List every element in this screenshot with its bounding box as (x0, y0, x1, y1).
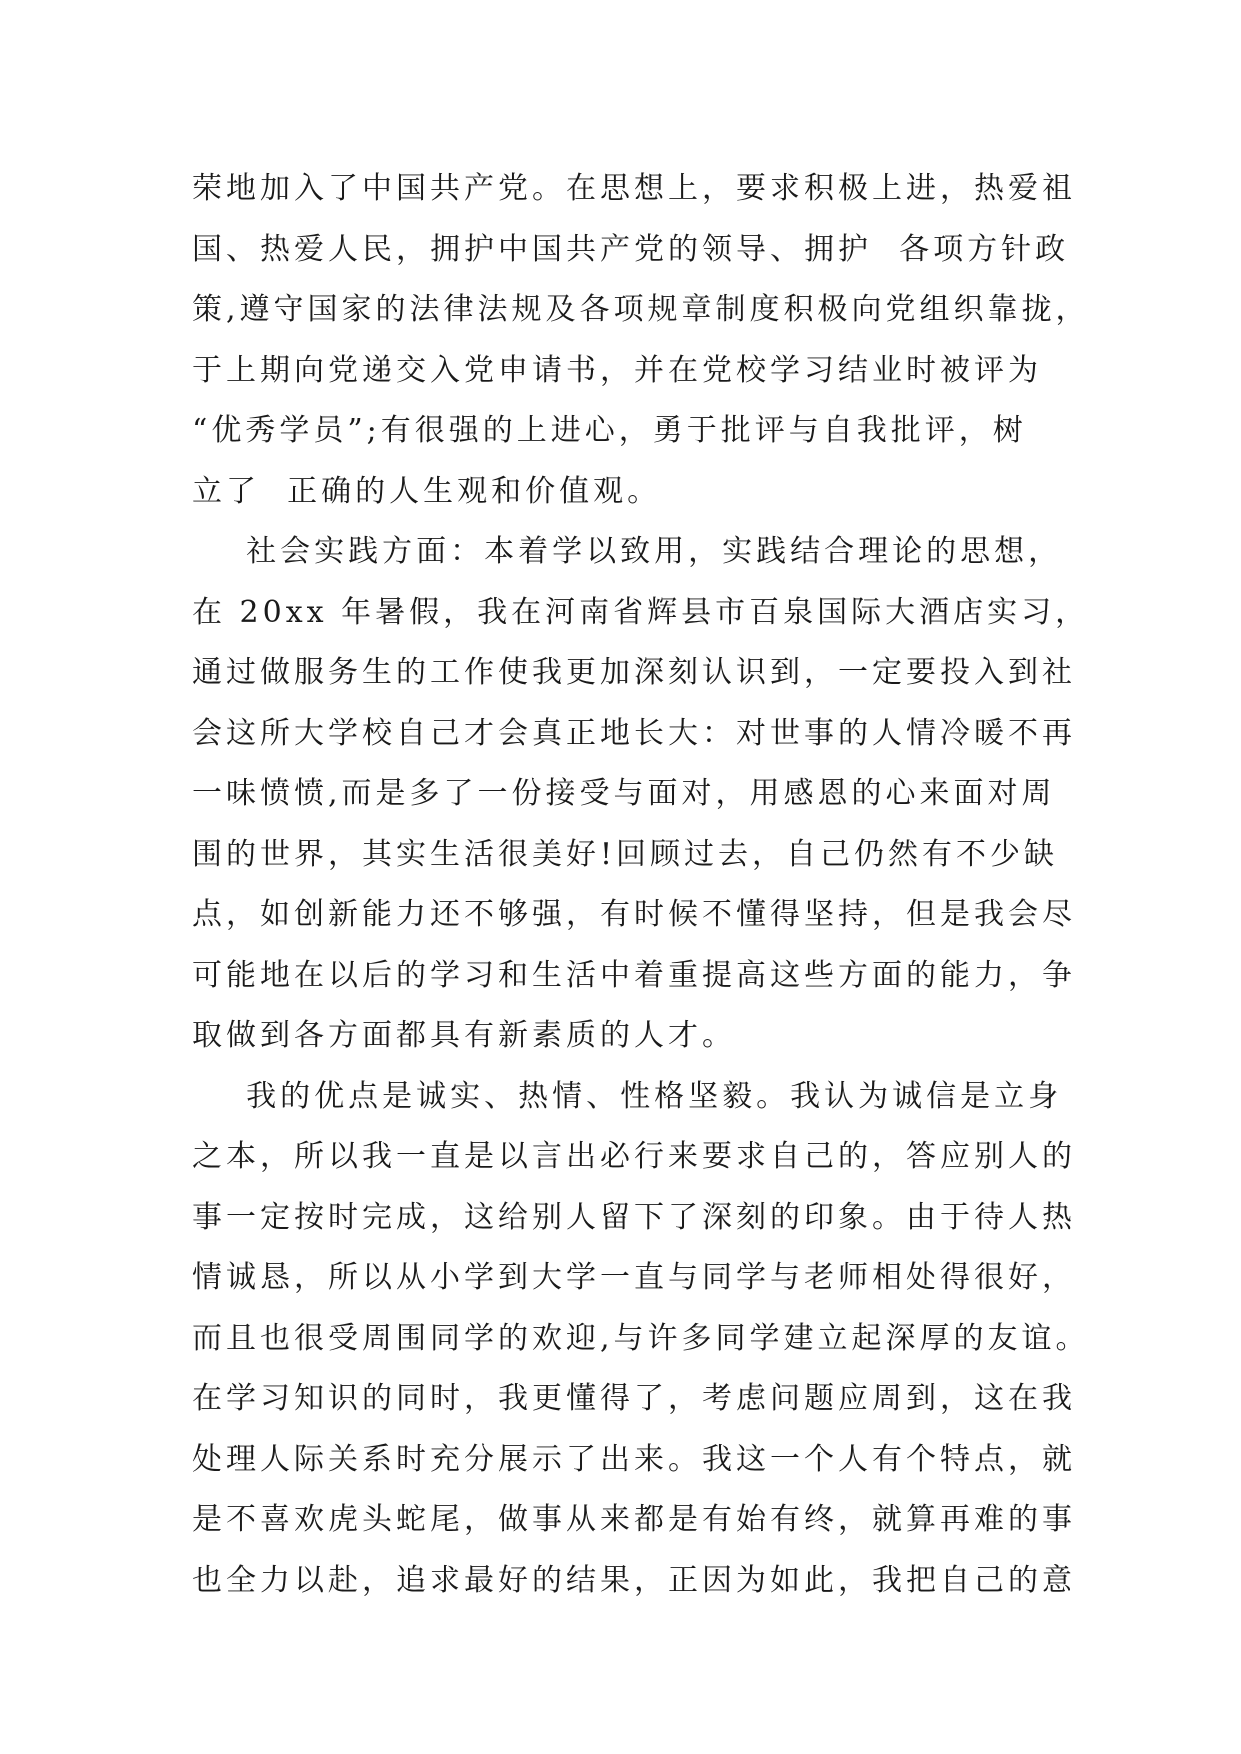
text-line: 之本，所以我一直是以言出必行来要求自己的，答应别人的 (192, 1139, 1076, 1174)
text-line: 事一定按时完成，这给别人留下了深刻的印象。由于待人热 (192, 1199, 1076, 1235)
paragraph-start-line: 我的优点是诚实、热情、性格坚毅。我认为诚信是立身 (192, 1078, 1063, 1114)
text-line: 在 20xx 年暑假，我在河南省辉县市百泉国际大酒店实习， (192, 594, 1090, 630)
text-line: 在学习知识的同时，我更懂得了，考虑问题应周到，这在我 (192, 1381, 1076, 1416)
text-line: 而且也很受周围同学的欢迎,与许多同学建立起深厚的友谊。 (192, 1320, 1090, 1356)
text-line: 处理人际关系时充分展示了出来。我这一个人有个特点，就 (192, 1441, 1076, 1477)
text-line: 也全力以赴，追求最好的结果，正因为如此，我把自己的意 (192, 1562, 1076, 1598)
text-line: 围的世界，其实生活很美好!回顾过去，自己仍然有不少缺 (192, 836, 1059, 872)
body-text (192, 159, 1092, 1611)
text-line: 会这所大学校自己才会真正地长大：对世事的人情冷暖不再 (192, 715, 1076, 751)
text-line: 国、热爱人民，拥护中国共产党的领导、拥护 各项方针政 (192, 231, 1070, 267)
text-line: 一味愤愤,而是多了一份接受与面对，用感恩的心来面对周 (192, 776, 1056, 811)
text-line: 于上期向党递交入党申请书，并在党校学习结业时被评为 (192, 352, 1042, 388)
text-line: 立了 正确的人生观和价值观。 (192, 473, 662, 509)
text-line: 策,遵守国家的法律法规及各项规章制度积极向党组织靠拢， (192, 292, 1090, 327)
text-line: 通过做服务生的工作使我更加深刻认识到，一定要投入到社 (192, 655, 1076, 690)
text-line: 是不喜欢虎头蛇尾，做事从来都是有始有终，就算再难的事 (192, 1502, 1076, 1537)
text-line: 取做到各方面都具有新素质的人才。 (192, 1018, 736, 1053)
text-line: 点，如创新能力还不够强，有时候不懂得坚持，但是我会尽 (192, 897, 1076, 932)
text-line: 可能地在以后的学习和生活中着重提高这些方面的能力，争 (192, 957, 1076, 993)
text-line: 荣地加入了中国共产党。在思想上，要求积极上进，热爱祖 (192, 171, 1076, 206)
paragraph-start-line: 社会实践方面：本着学以致用，实践结合理论的思想， (192, 534, 1063, 569)
text-line: “优秀学员”;有很强的上进心，勇于批评与自我批评，树 (192, 413, 1027, 448)
text-line: 情诚恳，所以从小学到大学一直与同学与老师相处得很好， (192, 1260, 1076, 1295)
